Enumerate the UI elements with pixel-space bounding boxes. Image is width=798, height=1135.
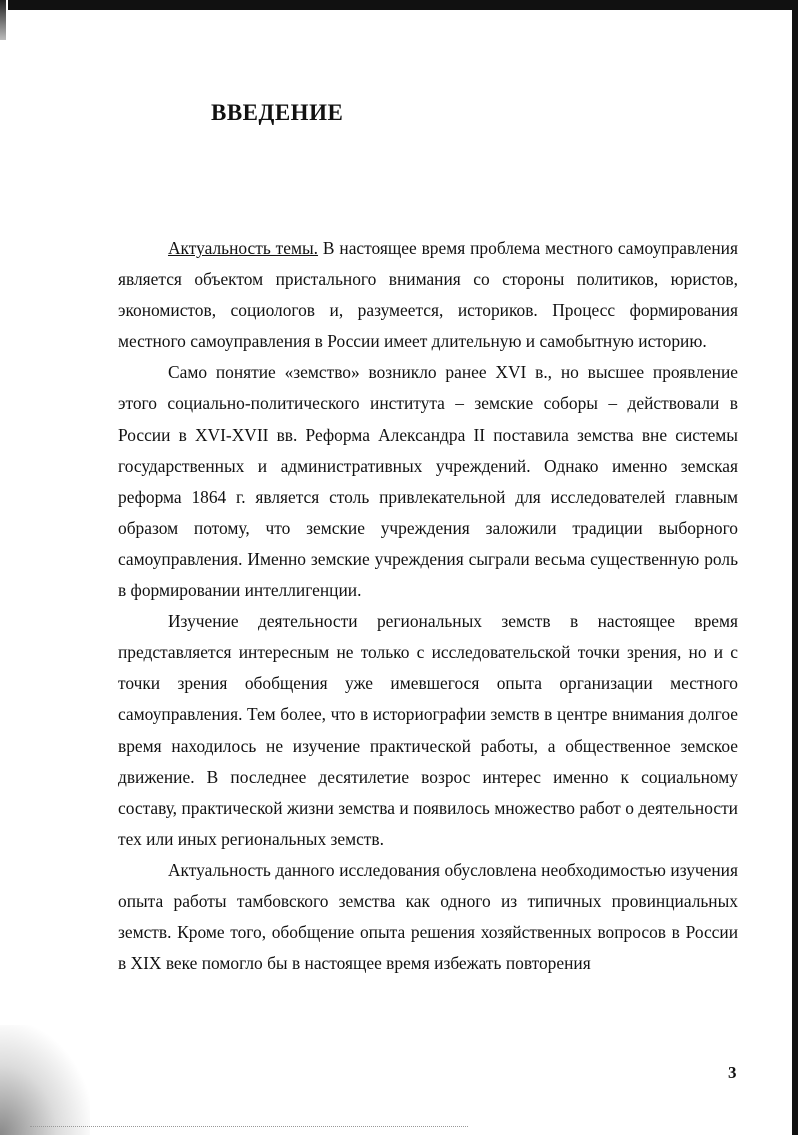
paragraph-regional-study: Изучение деятельности региональных земств в настоящее время представляется интересным не только с исследовательской точки зрения, но и с точки зрения обобщения уже имевшегося опыта организации местного самоуправления. Тем более, что в историографии земств в центре внимания долгое время находилось не изучение практической работы, а общественное земское движение. В последнее десятилетие возрос интерес именно к социальному составу, практической жизни земства и появилось множество работ о деятельности тех или иных региональных земств.	[118, 611, 738, 849]
page-number: 3	[728, 1063, 737, 1082]
body-text	[118, 233, 738, 979]
scan-left-edge	[0, 0, 6, 40]
scan-top-border	[8, 0, 798, 10]
paragraph-text: В настоящее время проблема местного самоуправления является объектом пристального внимания со стороны политиков, юристов, экономистов, социологов и, разумеется, историков. Процесс формирования местного самоуправления в России имеет длительную и самобытную историю.	[118, 238, 738, 352]
paragraph-relevance	[118, 233, 738, 357]
paragraph-tambov-relevance: Актуальность данного исследования обусловлена необходимостью изучения опыта работы тамбовского земства как одного из типичных провинциальных земств. Кроме того, обобщение опыта решения хозяйственных вопросов в России в XIX веке помогло бы в настоящее время избежать повторения	[118, 859, 738, 974]
relevance-lead: Актуальность темы.	[168, 238, 319, 258]
scan-corner-smudge	[0, 1025, 90, 1135]
scan-bottom-edge	[30, 1126, 468, 1127]
paragraph-zemstvo-concept: Само понятие «земство» возникло ранее XVI в., но высшее проявление этого социально-политического института – земские соборы – действовали в России в XVI-XVII вв. Реформа Александра II поставила земства вне системы государственных и административных учреждений. Однако именно земская реформа 1864 г. является столь привлекательной для исследователей главным образом потому, что земские учреждения заложили традиции выборного самоуправления. Именно земские учреждения сыграли весьма существенную роль в формировании интеллигенции.	[118, 362, 738, 601]
scan-right-border	[792, 0, 798, 1135]
page-title: ВВЕДЕНИЕ	[211, 100, 344, 125]
